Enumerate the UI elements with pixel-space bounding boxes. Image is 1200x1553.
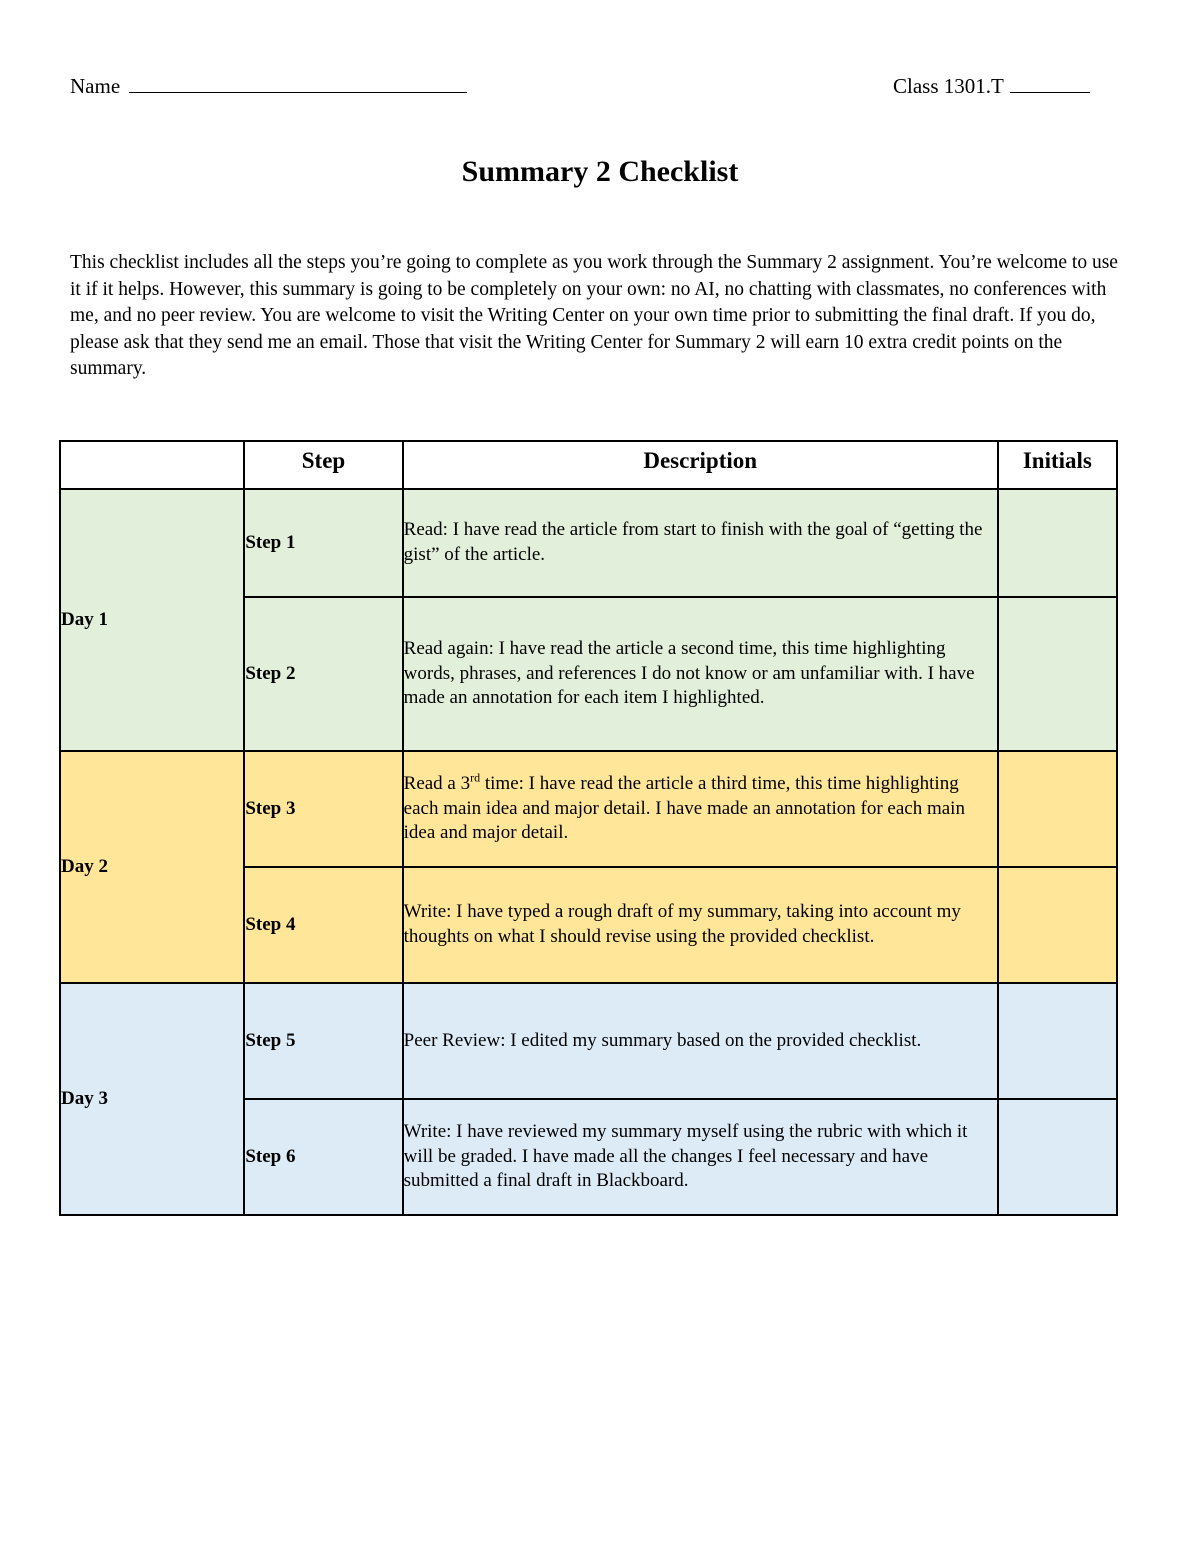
table-header-row xyxy=(60,441,1117,489)
name-label: Name xyxy=(70,74,121,98)
step-description xyxy=(403,751,998,867)
class-field-line xyxy=(893,72,1090,100)
header-initials: Initials xyxy=(998,441,1117,489)
initials-cell[interactable] xyxy=(998,867,1117,983)
step-label: Step 3 xyxy=(244,751,402,867)
day-label: Day 3 xyxy=(60,983,244,1215)
initials-cell[interactable] xyxy=(998,1099,1117,1215)
step-description: Read again: I have read the article a second time, this time highlighting words, phrases, and references I do not know or am unfamiliar with. I have made an annotation for each item I highlighted. xyxy=(403,597,998,751)
initials-cell[interactable] xyxy=(998,597,1117,751)
step-description: Write: I have typed a rough draft of my summary, taking into account my thoughts on what I should revise using the provided checklist. xyxy=(403,867,998,983)
class-label: Class 1301.T xyxy=(893,74,1004,98)
step-label: Step 2 xyxy=(244,597,402,751)
step-description: Write: I have reviewed my summary myself using the rubric with which it will be graded. I have made all the changes I feel necessary and have submitted a final draft in Blackboard. xyxy=(403,1099,998,1215)
step-label: Step 4 xyxy=(244,867,402,983)
step-label: Step 5 xyxy=(244,983,402,1099)
checklist-table xyxy=(59,440,1118,1216)
initials-cell[interactable] xyxy=(998,983,1117,1099)
step-description: Peer Review: I edited my summary based on the provided checklist. xyxy=(403,983,998,1099)
class-blank[interactable] xyxy=(1010,72,1090,93)
initials-cell[interactable] xyxy=(998,489,1117,597)
step-label: Step 6 xyxy=(244,1099,402,1215)
page-title: Summary 2 Checklist xyxy=(461,155,739,188)
name-blank[interactable] xyxy=(129,72,467,93)
header-description: Description xyxy=(403,441,998,489)
initials-cell[interactable] xyxy=(998,751,1117,867)
name-field-line xyxy=(70,72,467,100)
table-row xyxy=(60,489,1117,597)
step-label: Step 1 xyxy=(244,489,402,597)
header-step: Step xyxy=(244,441,402,489)
step-description: Read: I have read the article from start to finish with the goal of “getting the gist” of the article. xyxy=(403,489,998,597)
day-label: Day 2 xyxy=(60,751,244,983)
day-label: Day 1 xyxy=(60,489,244,751)
table-row xyxy=(60,751,1117,867)
ordinal-suffix: rd xyxy=(470,770,481,785)
intro-paragraph: This checklist includes all the steps you’re going to complete as you work through the Summary 2 assignment. You’re welcome to use it if it helps. However, this summary is going to be completely on your own: no AI, no chatting with classmates, no conferences with me, and no peer review. You are welcome to visit the Writing Center on your own time prior to submitting the final draft. If you do, please ask that they send me an email. Those that visit the Writing Center for Summary 2 will earn 10 extra credit points on the summary. xyxy=(70,252,1118,380)
header-day xyxy=(60,441,244,489)
description-text-post: time: I have read the article a third time, this time highlighting each main idea and major detail. I have made an annotation for each main idea and major detail. xyxy=(403,772,965,844)
table-row xyxy=(60,983,1117,1099)
description-text-pre: Read a 3 xyxy=(403,772,471,794)
